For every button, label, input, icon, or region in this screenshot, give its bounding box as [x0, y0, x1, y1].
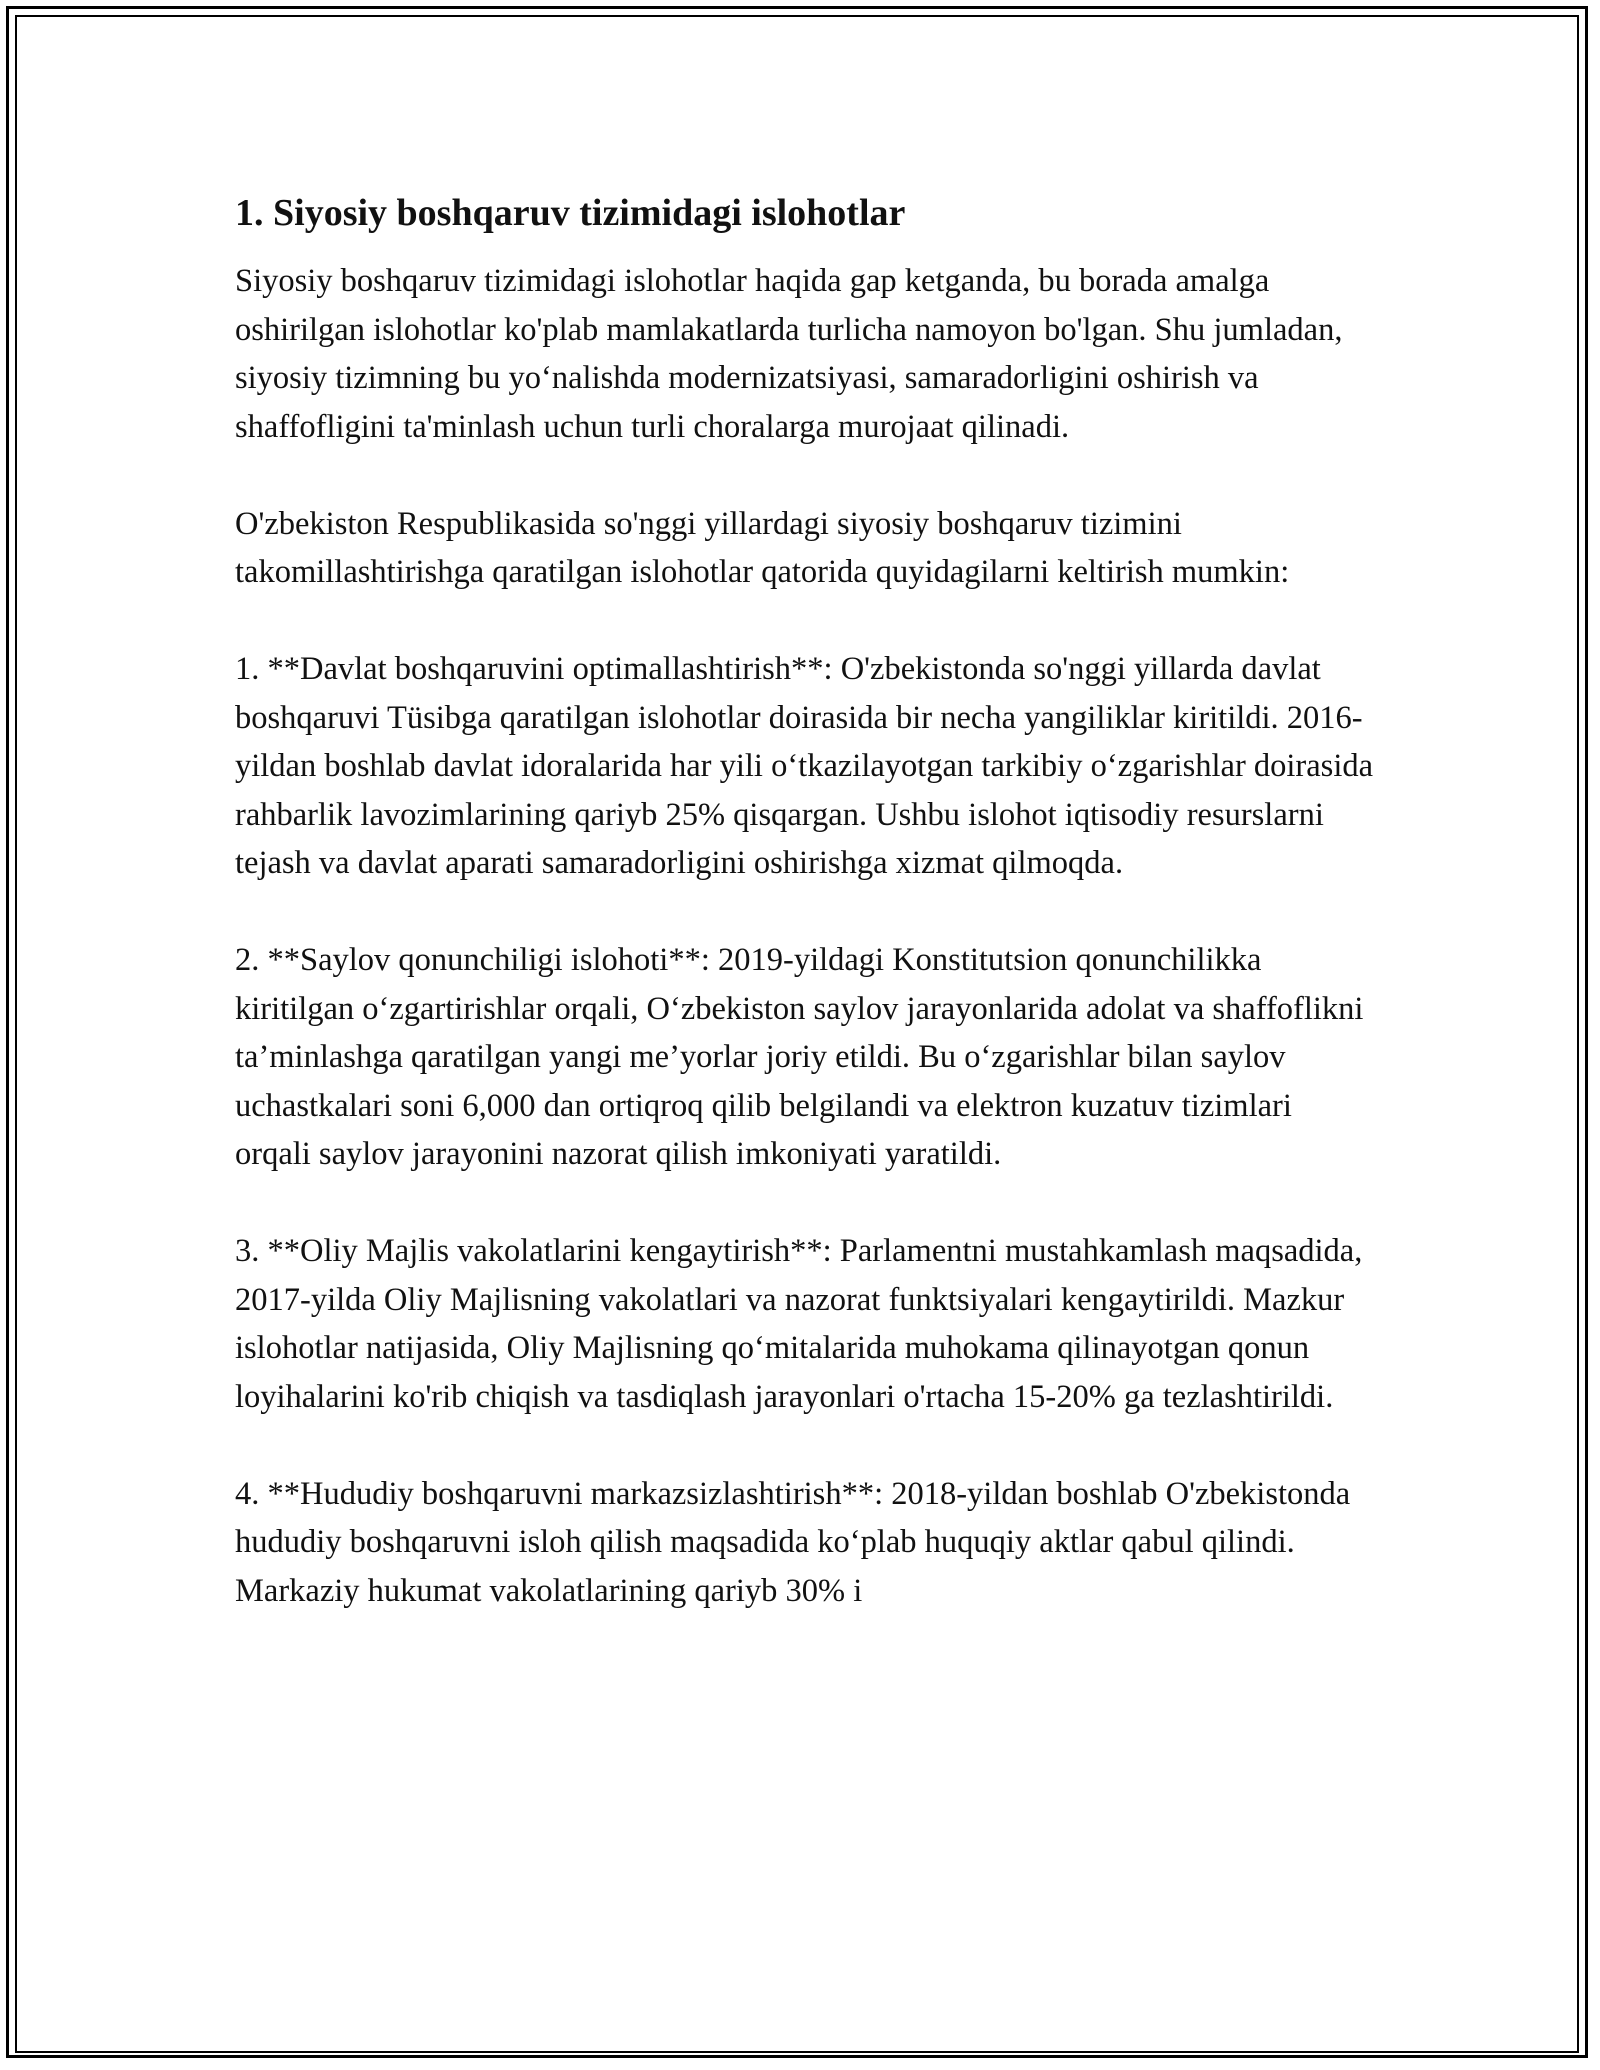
paragraph-intro: Siyosiy boshqaruv tizimidagi islohotlar haqida gap ketganda, bu borada amalga oshirilgan islohotlar ko'plab mamlakatlarda turlicha namoyon bo'lgan. Shu jumladan, siyosiy tizimning bu yo‘nalishda modernizatsiyasi, samaradorligini oshirish va shaffofligini ta'minlash uchun turli choralarga murojaat qilinadi.: [235, 263, 1343, 445]
paragraph-context: O'zbekiston Respublikasida so'nggi yillardagi siyosiy boshqaruv tizimini takomillashtirishga qaratilgan islohotlar qatorida quyidagilarni keltirish mumkin:: [235, 505, 1290, 590]
section-heading: 1. Siyosiy boshqaruv tizimidagi islohotlar: [235, 192, 906, 234]
paragraph-item-3: 3. **Oliy Majlis vakolatlarini kengaytirish**: Parlamentni mustahkamlash maqsadida, 2017-yilda Oliy Majlisning vakolatlari va nazorat funktsiyalari kengaytirildi. Mazkur islohotlar natijasida, Oliy Majlisning qo‘mitalarida muhokama qilinayotgan qonun loyihalarini ko'rib chiqish va tasdiqlash jarayonlari o'rtacha 15-20% ga tezlashtirildi.: [235, 1233, 1363, 1415]
paragraph-item-1: 1. **Davlat boshqaruvini optimallashtirish**: O'zbekistonda so'nggi yillarda davlat boshqaruvi Tüsibga qaratilgan islohotlar doirasida bir necha yangiliklar kiritildi. 2016-yildan boshlab davlat idoralarida har yili o‘tkazilayotgan tarkibiy o‘zgarishlar doirasida rahbarlik lavozimlarining qariyb 25% qisqargan. Ushbu islohot iqtisodiy resurslarni tejash va davlat aparati samaradorligini oshirishga xizmat qilmoqda.: [235, 651, 1374, 881]
document-body: [235, 185, 1375, 1664]
paragraph-item-4: 4. **Hududiy boshqaruvni markazsizlashtirish**: 2018-yildan boshlab O'zbekistonda hududiy boshqaruvni isloh qilish maqsadida ko‘plab huquqiy aktlar qabul qilindi. Markaziy hukumat vakolatlarining qariyb 30% i: [235, 1475, 1351, 1609]
paragraph-item-2: 2. **Saylov qonunchiligi islohoti**: 2019-yildagi Konstitutsion qonunchilikka kiritilgan o‘zgartirishlar orqali, O‘zbekiston saylov jarayonlarida adolat va shaffoflikni ta’minlashga qaratilgan yangi me’yorlar joriy etildi. Bu o‘zgarishlar bilan saylov uchastkalari soni 6,000 dan ortiqroq qilib belgilandi va elektron kuzatuv tizimlari orqali saylov jarayonini nazorat qilish imkoniyati yaratildi.: [235, 942, 1364, 1172]
